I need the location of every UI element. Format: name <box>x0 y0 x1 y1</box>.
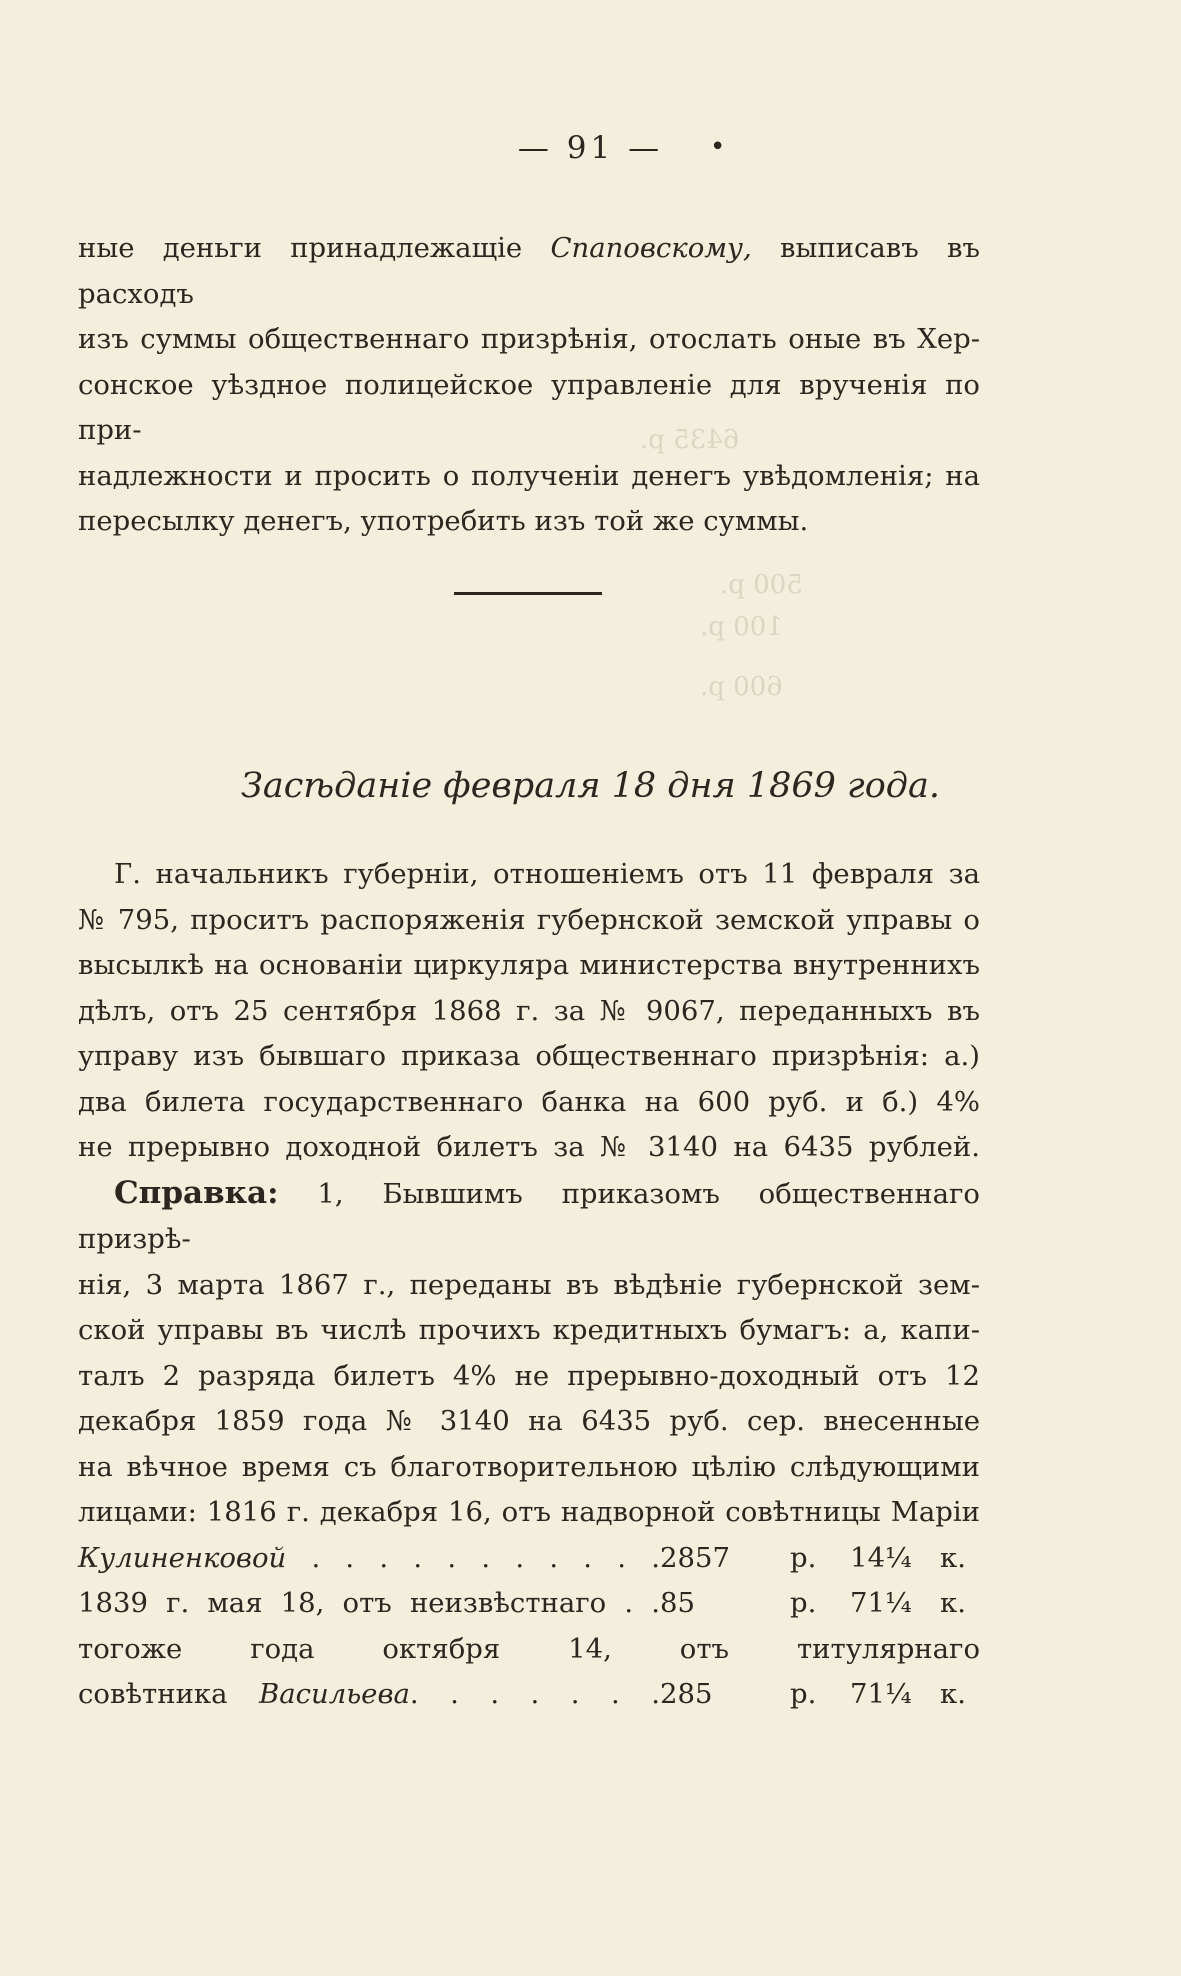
top-line-5: пересылку денегъ, употребить изъ той же суммы. <box>78 505 809 537</box>
ledger-dots: . . . . . . . <box>409 1678 660 1710</box>
ledger-dots: . . <box>606 1587 661 1619</box>
italic-surname: Спаповскому, <box>550 232 752 264</box>
ledger-rub-unit: р. <box>790 1541 817 1574</box>
section-heading: Засѣданіе февраля 18 дня 1869 года. <box>241 766 940 806</box>
main-line-5: управу изъ бывшаго приказа общественнаго призрѣнія: а.) <box>78 1040 980 1072</box>
ledger-sum: 2857 <box>660 1541 730 1574</box>
ledger-kop: 71¼ <box>850 1587 912 1619</box>
top-line-1-start: ные деньги принадлежащіе <box>78 232 551 264</box>
ledger-rub-unit: р. <box>790 1678 817 1710</box>
top-line-1-end: выписавъ въ расходъ <box>78 232 981 310</box>
top-line-4: надлежности и просить о полученіи денегъ увѣдомленія; на <box>78 459 980 492</box>
show-through-decoration: 100 р. <box>700 612 783 642</box>
reference-line-1: 1, Бывшимъ приказомъ общественнаго призрѣ- <box>78 1177 980 1255</box>
ledger-kop: 71¼ <box>850 1678 912 1710</box>
ledger-row <box>78 1536 980 1582</box>
main-line-6: два билета государственнаго банка на 600 руб. и б.) 4% <box>78 1085 980 1118</box>
show-through-decoration: 600 р. <box>700 672 783 702</box>
main-line-2: № 795, проситъ распоряженія губернской земской управы о <box>78 903 980 936</box>
ledger-row <box>78 1627 980 1673</box>
ledger-name: Кулиненковой <box>78 1541 287 1574</box>
ledger-sum: 85 <box>660 1587 695 1619</box>
main-line-4: дѣлъ, отъ 25 сентября 1868 г. за № 9067, переданныхъ въ <box>78 994 980 1027</box>
show-through-decoration: 500 р. <box>720 570 803 600</box>
top-line-3: сонское уѣздное полицейское управленіе для врученія по при- <box>78 368 980 446</box>
top-line-2: изъ суммы общественнаго призрѣнія, отослать оные въ Хер- <box>78 323 980 355</box>
top-paragraph <box>78 226 980 545</box>
reference-line-5: декабря 1859 года № 3140 на 6435 руб. сер. внесенные <box>78 1405 980 1437</box>
ledger-desc: совѣтника <box>78 1678 259 1710</box>
section-divider <box>454 592 602 595</box>
page-number: — 91 — <box>517 130 664 166</box>
ledger-sum: 285 <box>660 1678 713 1710</box>
reference-label: Справка: <box>114 1174 279 1211</box>
main-line-1: Г. начальникъ губерніи, отношеніемъ отъ 11 февраля за <box>114 858 980 890</box>
ledger-kop-unit: к. <box>940 1587 966 1619</box>
ledger-row <box>78 1672 980 1718</box>
reference-line-3: ской управы въ числѣ прочихъ кредитныхъ бумагъ: а, капи- <box>78 1314 980 1346</box>
ledger-rub-unit: р. <box>790 1587 817 1619</box>
ledger-kop-unit: к. <box>940 1541 966 1574</box>
reference-line-4: талъ 2 разряда билетъ 4% не прерывно-доходный отъ 12 <box>78 1359 980 1392</box>
ledger-kop-unit: к. <box>940 1678 966 1710</box>
ledger-name: Васильева <box>258 1678 410 1710</box>
main-line-3: высылкѣ на основаніи циркуляра министерства внутреннихъ <box>78 949 980 981</box>
ledger-row <box>78 1581 980 1627</box>
ledger-dots: . . . . . . . . . . . <box>286 1541 660 1574</box>
reference-line-6: на вѣчное время съ благотворительною цѣлію слѣдующими <box>78 1450 980 1483</box>
ledger-desc: 1839 г. мая 18, отъ неизвѣстнаго <box>78 1587 607 1619</box>
show-through-decoration: 6435 р. <box>640 425 740 455</box>
reference-line-7: лицами: 1816 г. декабря 16, отъ надворной совѣтницы Маріи <box>78 1496 980 1528</box>
ledger-kop: 14¼ <box>850 1541 912 1574</box>
main-paragraph <box>78 852 980 1718</box>
printer-mark: • <box>710 132 726 162</box>
ledger-desc: тогоже года октября 14, отъ титулярнаго <box>78 1632 980 1665</box>
main-line-7: не прерывно доходной билетъ за № 3140 на 6435 рублей. <box>78 1131 980 1163</box>
reference-line-2: нія, 3 марта 1867 г., переданы въ вѣдѣніе губернской зем- <box>78 1268 980 1301</box>
